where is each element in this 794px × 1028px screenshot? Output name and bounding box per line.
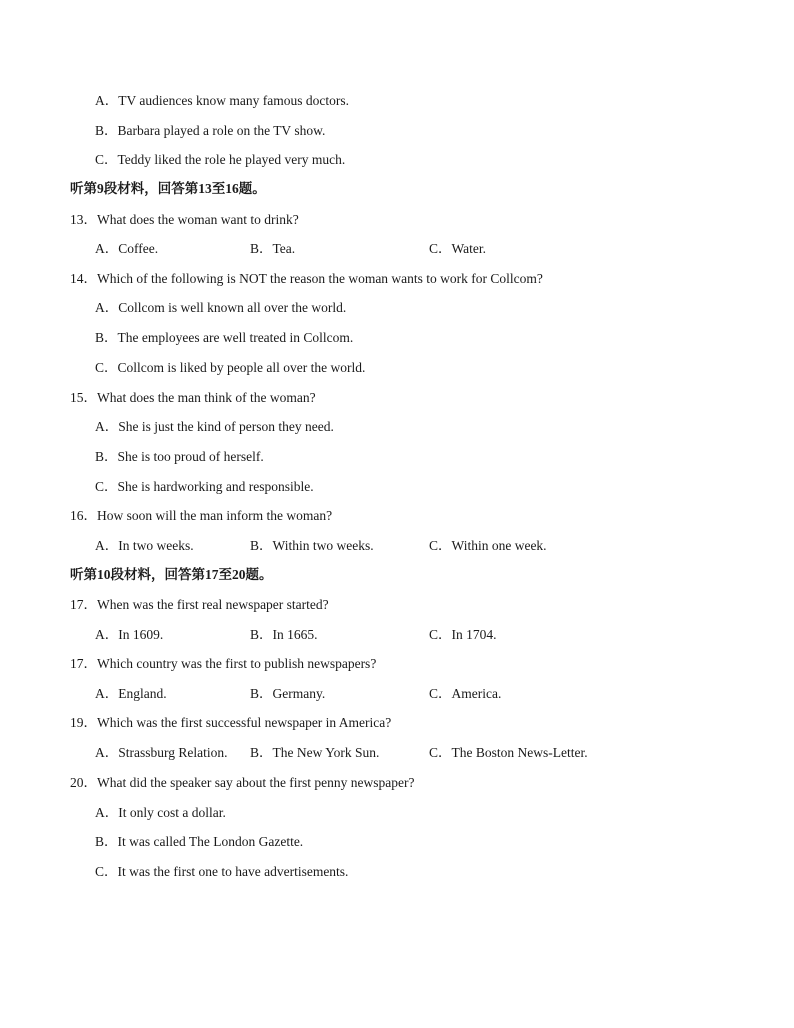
q17-option-a: A．In 1609. [95, 627, 164, 642]
q14-question: 14．Which of the following is NOT the reason the woman wants to work for Collcom? [70, 271, 543, 286]
q12-option-a: A．TV audiences know many famous doctors. [95, 93, 349, 108]
q18-option-c: C．America. [429, 686, 502, 701]
section-9-header: 听第9段材料，回答第13至16题。 [70, 181, 266, 196]
q13-question: 13．What does the woman want to drink? [70, 212, 299, 227]
q17-question: 17．When was the first real newspaper started? [70, 597, 329, 612]
q17-option-b: B．In 1665. [250, 627, 318, 642]
q19-option-b: B．The New York Sun. [250, 745, 380, 760]
q14-option-c: C．Collcom is liked by people all over the world. [95, 360, 366, 375]
q13-option-a: A．Coffee. [95, 241, 159, 256]
q15-option-a: A．She is just the kind of person they need. [95, 419, 334, 434]
q20-option-b: B．It was called The London Gazette. [95, 834, 304, 849]
q16-question: 16．How soon will the man inform the woman? [70, 508, 333, 523]
q12-option-c: C．Teddy liked the role he played very much. [95, 152, 346, 167]
q19-question: 19．Which was the first successful newspaper in America? [70, 715, 392, 730]
q15-option-b: B．She is too proud of herself. [95, 449, 264, 464]
q14-option-a: A．Collcom is well known all over the world. [95, 300, 347, 315]
q20-option-c: C．It was the first one to have advertisements. [95, 864, 349, 879]
q18-option-b: B．Germany. [250, 686, 326, 701]
q13-option-b: B．Tea. [250, 241, 296, 256]
q15-option-c: C．She is hardworking and responsible. [95, 479, 314, 494]
q20-question: 20．What did the speaker say about the first penny newspaper? [70, 775, 415, 790]
q13-option-c: C．Water. [429, 241, 487, 256]
q12-option-b: B．Barbara played a role on the TV show. [95, 123, 326, 138]
q15-question: 15．What does the man think of the woman? [70, 390, 316, 405]
q18-question: 17．Which country was the first to publish newspapers? [70, 656, 377, 671]
q17-option-c: C．In 1704. [429, 627, 497, 642]
q16-option-b: B．Within two weeks. [250, 538, 374, 553]
q19-option-c: C．The Boston News-Letter. [429, 745, 588, 760]
q18-option-a: A．England. [95, 686, 167, 701]
q20-option-a: A．It only cost a dollar. [95, 805, 226, 820]
q16-option-a: A．In two weeks. [95, 538, 194, 553]
q19-option-a: A．Strassburg Relation. [95, 745, 228, 760]
q16-option-c: C．Within one week. [429, 538, 547, 553]
q14-option-b: B．The employees are well treated in Collcom. [95, 330, 354, 345]
section-10-header: 听第10段材料，回答第17至20题。 [70, 567, 273, 582]
